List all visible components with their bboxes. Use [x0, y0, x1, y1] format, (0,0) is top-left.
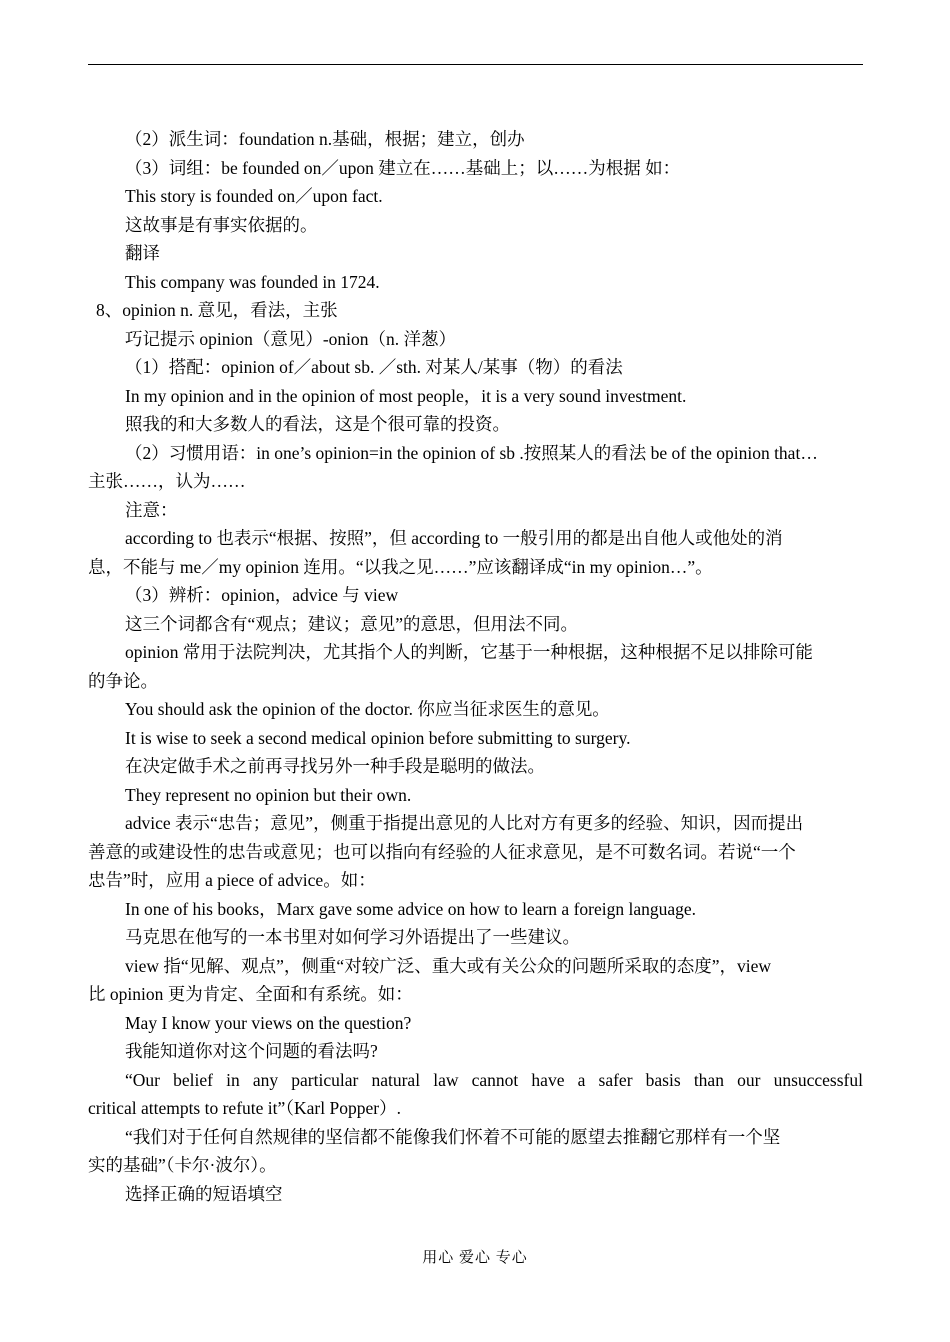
text-line: 实的基础”（卡尔·波尔）。 — [88, 1155, 277, 1175]
header-rule — [88, 64, 863, 65]
text-line: “Our belief in any particular natural law cannot have a safer basis than our unsuccessful — [125, 1069, 863, 1090]
text-line: 马克思在他写的一本书里对如何学习外语提出了一些建议。 — [125, 927, 580, 947]
text-line: 善意的或建设性的忠告或意见；也可以指向有经验的人征求意见，是不可数名词。若说“一个 — [88, 841, 796, 862]
text-line: May I know your views on the question? — [125, 1012, 412, 1033]
text-line: It is wise to seek a second medical opinion before submitting to surgery. — [125, 727, 631, 748]
text-line: 巧记提示 opinion（意见）-onion（n. 洋葱） — [125, 328, 457, 349]
text-line: （3）辨析：opinion，advice 与 view — [125, 585, 399, 605]
text-line: 照我的和大多数人的看法，这是个很可靠的投资。 — [125, 414, 510, 434]
text-line: 翻译 — [125, 243, 160, 263]
text-line: 比 opinion 更为肯定、全面和有系统。如： — [88, 984, 413, 1004]
text-line: They represent no opinion but their own. — [125, 784, 412, 805]
text-line: 息，不能与 me／my opinion 连用。“以我之见……”应该翻译成“in my opinion…”。 — [88, 556, 713, 577]
text-line: （1）搭配：opinion of／about sb. ／sth. 对某人/某事（物）的看法 — [125, 357, 623, 377]
document-body — [88, 125, 863, 1208]
text-line: 忠告”时，应用 a piece of advice。如： — [88, 870, 376, 890]
text-line: You should ask the opinion of the doctor. 你应当征求医生的意见。 — [125, 699, 610, 719]
section-heading: 8、opinion n. 意见，看法，主张 — [96, 300, 338, 320]
text-line: This company was founded in 1724. — [125, 271, 380, 292]
text-line: 注意： — [125, 499, 178, 520]
text-line: （2）派生词：foundation n.基础，根据；建立，创办 — [125, 129, 525, 149]
text-line: 我能知道你对这个问题的看法吗? — [125, 1041, 378, 1061]
page-footer: 用心 爱心 专心 — [422, 1250, 528, 1266]
text-line: “我们对于任何自然规律的坚信都不能像我们怀着不可能的愿望去推翻它那样有一个坚 — [125, 1126, 781, 1147]
text-line: 主张……，认为…… — [88, 471, 246, 491]
text-line: view 指“见解、观点”，侧重“对较广泛、重大或有关公众的问题所采取的态度”，view — [125, 955, 771, 976]
text-line: advice 表示“忠告；意见”，侧重于指提出意见的人比对方有更多的经验、知识，因而提出 — [125, 813, 804, 833]
text-line: In one of his books，Marx gave some advice on how to learn a foreign language. — [125, 898, 697, 919]
text-line: This story is founded on／upon fact. — [125, 186, 383, 206]
text-line: opinion 常用于法院判决，尤其指个人的判断，它基于一种根据，这种根据不足以排除可能 — [125, 642, 813, 662]
text-line: In my opinion and in the opinion of most people，it is a very sound investment. — [125, 385, 687, 406]
text-line: 选择正确的短语填空 — [125, 1183, 283, 1204]
text-line: （3）词组：be founded on／upon 建立在……基础上；以……为根据 如： — [125, 157, 681, 178]
text-line: critical attempts to refute it”（Karl Popper）. — [88, 1098, 401, 1118]
text-line: according to 也表示“根据、按照”，但 according to 一般引用的都是出自他人或他处的消 — [125, 528, 783, 548]
text-line: 在决定做手术之前再寻找另外一种手段是聪明的做法。 — [125, 756, 545, 776]
text-line: 这三个词都含有“观点；建议；意见”的意思，但用法不同。 — [125, 613, 579, 634]
text-line: 的争论。 — [88, 670, 158, 691]
text-line: （2）习惯用语：in one’s opinion=in the opinion of sb .按照某人的看法 be of the opinion that… — [125, 442, 818, 463]
text-line: 这故事是有事实依据的。 — [125, 214, 318, 235]
